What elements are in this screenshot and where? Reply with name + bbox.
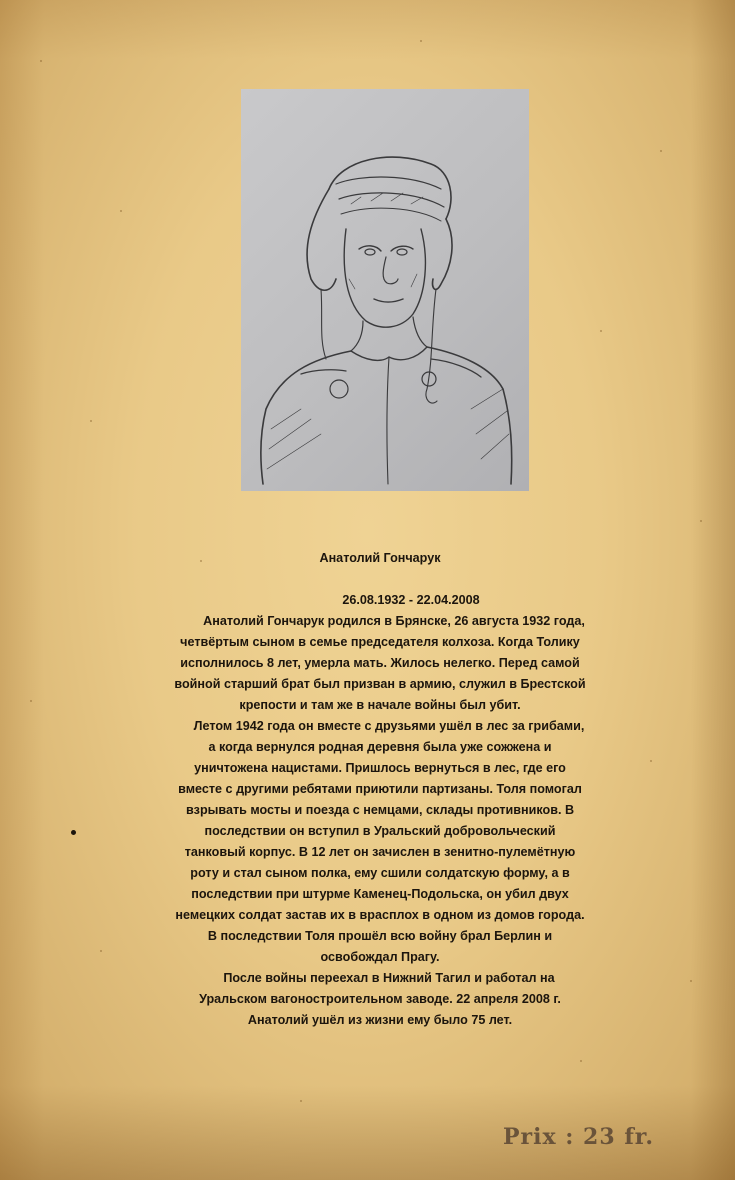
price-stamp: Prix : 23 fr. xyxy=(503,1124,655,1150)
text-line: исполнилось 8 лет, умерла мать. Жилось нелегко. Перед самой xyxy=(180,656,580,670)
text-line: освобождал Прагу. xyxy=(320,950,440,964)
text-line: четвёртым сыном в семье председателя колхоза. Когда Толику xyxy=(180,635,580,649)
text-line: После войны переехал в Нижний Тагил и работал на xyxy=(223,971,555,985)
paragraph-2 xyxy=(150,716,610,968)
text-line: немецких солдат застав их в врасплох в одном из домов города. xyxy=(175,908,585,922)
text-line: последствии он вступил в Уральский добровольческий xyxy=(204,824,556,838)
text-line: Летом 1942 года он вместе с друзьями ушёл в лес за грибами, xyxy=(193,719,585,733)
text-line: танковый корпус. В 12 лет он зачислен в зенитно-пулемётную xyxy=(184,845,576,859)
text-line: роту и стал сыном полка, ему сшили солдатскую форму, а в xyxy=(190,866,570,880)
paragraph-1 xyxy=(150,611,610,716)
text-line: войной старший брат был призван в армию, служил в Брестской xyxy=(174,677,586,691)
text-line: взрывать мосты и поезда с немцами, склады противников. В xyxy=(185,803,575,817)
biography-text xyxy=(150,548,610,1031)
text-line: вместе с другими ребятами приютили партизаны. Толя помогал xyxy=(178,782,582,796)
pencil-portrait-icon xyxy=(241,89,529,491)
text-line: а когда вернулся родная деревня была уже сожжена и xyxy=(208,740,552,754)
text-line: последствии при штурме Каменец-Подольска, он убил двух xyxy=(191,887,569,901)
text-line: Уральском вагоностроительном заводе. 22 апреля 2008 г. xyxy=(199,992,561,1006)
ink-dot xyxy=(71,830,76,835)
text-line: Анатолий Гончарук родился в Брянске, 26 августа 1932 года, xyxy=(203,614,585,628)
person-name: Анатолий Гончарук xyxy=(319,551,441,565)
paragraph-3 xyxy=(150,968,610,1031)
text-line: крепости и там же в начале войны был убит. xyxy=(239,698,521,712)
portrait-drawing xyxy=(241,89,529,491)
text-line: Анатолий ушёл из жизни ему было 75 лет. xyxy=(247,1013,513,1027)
text-line: уничтожена нацистами. Пришлось вернуться в лес, где его xyxy=(194,761,566,775)
text-line: В последствии Толя прошёл всю войну брал Берлин и xyxy=(207,929,553,943)
life-dates: 26.08.1932 - 22.04.2008 xyxy=(342,593,480,607)
